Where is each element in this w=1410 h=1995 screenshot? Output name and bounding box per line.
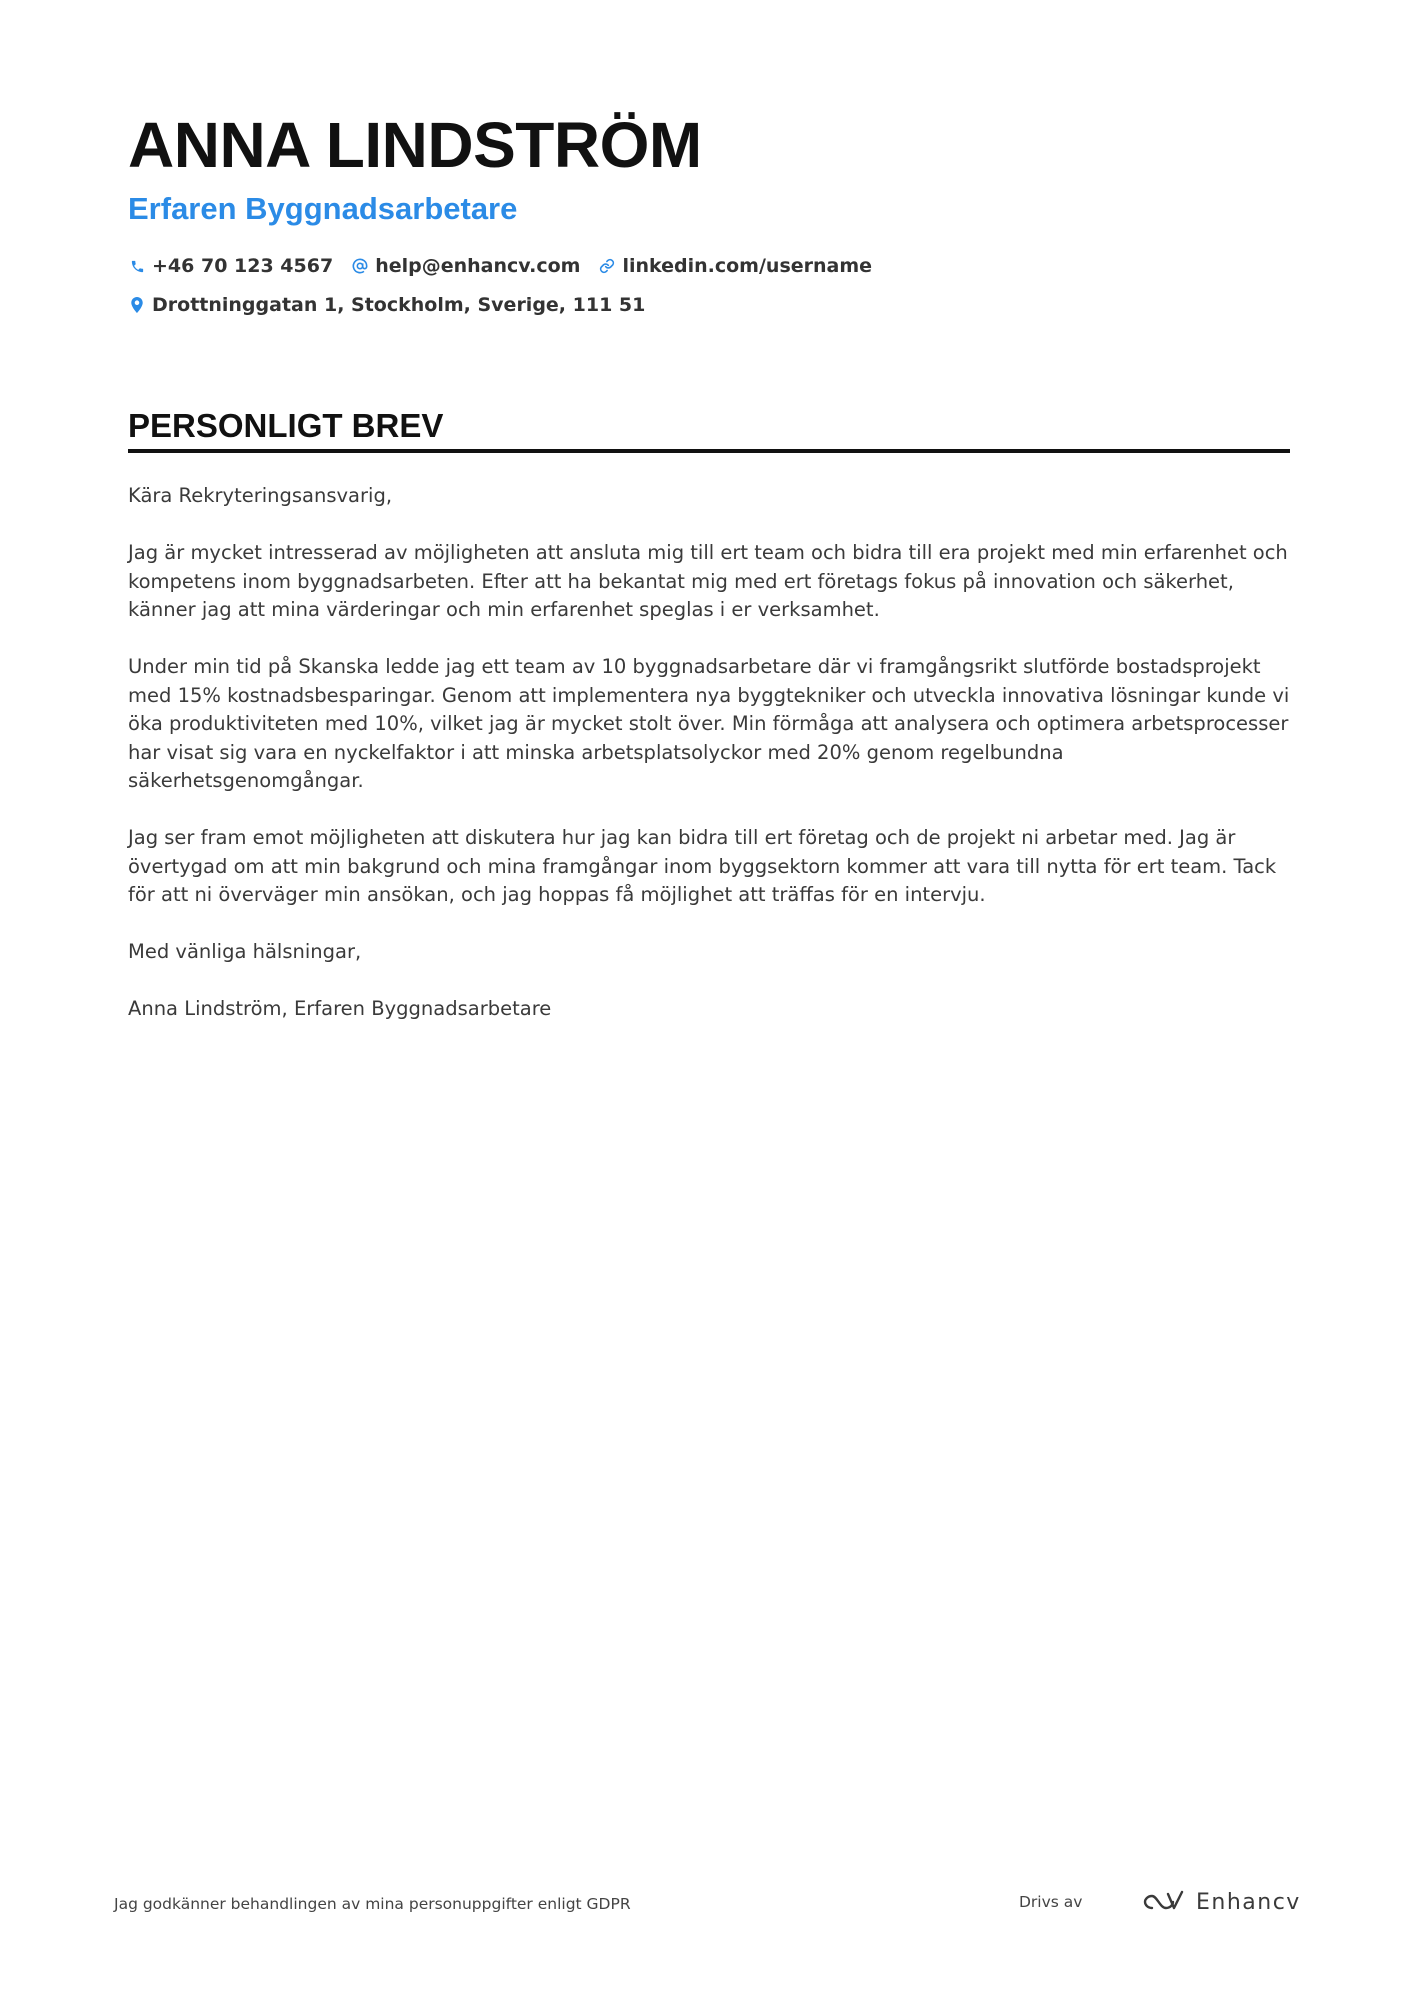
contact-address — [128, 294, 645, 316]
gdpr-consent-text: Jag godkänner behandlingen av mina personuppgifter enligt GDPR — [114, 1895, 631, 1913]
address-text: Drottninggatan 1, Stockholm, Sverige, 111 51 — [152, 294, 646, 316]
letter-paragraph: Jag ser fram emot möjligheten att diskutera hur jag kan bidra till ert företag och de projekt ni arbetar med. Jag är övertygad om att min bakgrund och mina framgångar inom byggsektorn kommer att vara till nytta för ert team. Tack för att ni överväger min ansökan, och jag hoppas få möjlighet att träffas för en intervju. — [128, 826, 1277, 906]
contact-linkedin[interactable] — [598, 255, 872, 277]
brand-name: Enhancv — [1196, 1889, 1301, 1915]
enhancv-logo-icon — [1138, 1888, 1186, 1916]
phone-icon — [128, 257, 146, 275]
letter-signature: Anna Lindström, Erfaren Byggnadsarbetare — [128, 997, 552, 1020]
letter-salutation: Kära Rekryteringsansvarig, — [128, 484, 393, 507]
candidate-role: Erfaren Byggnadsarbetare — [128, 191, 518, 226]
link-icon — [598, 257, 616, 275]
section-title: PERSONLIGT BREV — [128, 407, 444, 444]
section-divider — [128, 449, 1290, 453]
location-pin-icon — [128, 296, 146, 314]
letter-closing: Med vänliga hälsningar, — [128, 940, 362, 963]
contact-row-primary — [128, 255, 890, 277]
enhancv-brand[interactable] — [1138, 1886, 1301, 1918]
letter-body — [128, 482, 1298, 1052]
powered-by-label: Drivs av — [1019, 1893, 1083, 1911]
contact-row-secondary — [128, 294, 663, 316]
at-icon — [351, 257, 369, 275]
contact-email[interactable] — [351, 255, 580, 277]
contact-phone — [128, 255, 333, 277]
phone-text: +46 70 123 4567 — [152, 255, 334, 277]
email-text: help@enhancv.com — [375, 255, 581, 277]
letter-paragraph: Jag är mycket intresserad av möjligheten att ansluta mig till ert team och bidra till era projekt med min erfarenhet och kompetens inom byggnadsarbeten. Efter att ha bekantat mig med ert företags fokus på innovation och säkerhet, känner jag att mina värderingar och min erfarenhet speglas i er verksamhet. — [128, 541, 1288, 621]
candidate-name: ANNA LINDSTRÖM — [128, 109, 702, 181]
letter-paragraph: Under min tid på Skanska ledde jag ett team av 10 byggnadsarbetare där vi framgångsrikt slutförde bostadsprojekt med 15% kostnadsbesparingar. Genom att implementera nya byggtekniker och utveckla innovativa lösningar kunde vi öka produktiviteten med 10%, vilket jag är mycket stolt över. Min förmåga att analysera och optimera arbetsprocesser har visat sig vara en nyckelfaktor i att minska arbetsplatsolyckor med 20% genom regelbundna säkerhetsgenomgångar. — [128, 655, 1290, 792]
linkedin-text: linkedin.com/username — [622, 255, 873, 277]
